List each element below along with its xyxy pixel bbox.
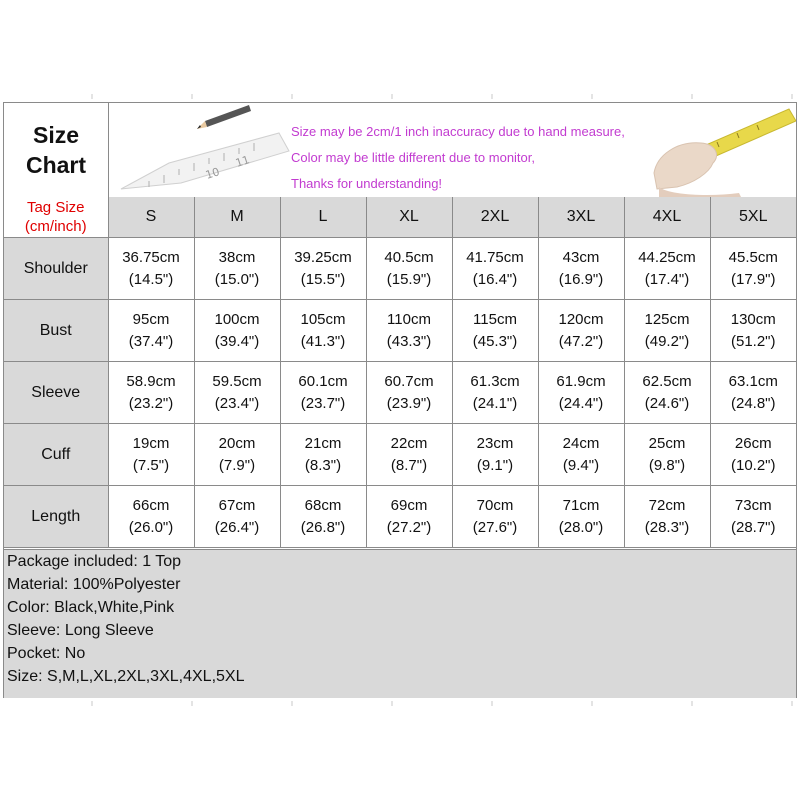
cell-cm: 38cm (218, 248, 256, 266)
cell-inch: (23.9") (386, 394, 432, 412)
cell-inch: (41.3") (300, 332, 346, 350)
table-cell (194, 300, 280, 362)
size-chart-sheet (3, 102, 797, 698)
table-cell (194, 486, 280, 548)
table-cell (710, 300, 796, 362)
cell-inch: (28.3") (644, 518, 690, 536)
cell-inch: (16.9") (558, 270, 604, 288)
notes (291, 119, 625, 197)
cell-cm: 63.1cm (728, 372, 778, 390)
note-thanks: Thanks for understanding! (291, 176, 443, 191)
cell-cm: 67cm (218, 496, 256, 514)
table-cell (624, 486, 710, 548)
table-cell (538, 486, 624, 548)
table-cell (538, 362, 624, 424)
row-label-sleeve: Sleeve (4, 362, 108, 424)
size-header-row (4, 197, 796, 238)
cell-cm: 115cm (473, 310, 517, 328)
cell-cm: 36.75cm (122, 248, 180, 266)
info-line: Color: Black,White,Pink (7, 599, 175, 616)
cell-inch: (27.6") (472, 518, 518, 536)
cell-inch: (9.4") (562, 456, 600, 474)
cell-cm: 60.7cm (384, 372, 434, 390)
cell-inch: (47.2") (558, 332, 604, 350)
table-cell (108, 238, 194, 300)
table-cell (710, 486, 796, 548)
cell-inch: (17.4") (644, 270, 690, 288)
cell-cm: 20cm (218, 434, 256, 452)
table-cell (194, 362, 280, 424)
cell-cm: 69cm (390, 496, 428, 514)
cell-inch: (9.1") (476, 456, 514, 474)
table-cell (366, 486, 452, 548)
cell-cm: 44.25cm (638, 248, 696, 266)
cell-inch: (7.9") (218, 456, 256, 474)
table-cell (538, 424, 624, 486)
cell-cm: 60.1cm (298, 372, 348, 390)
cell-cm: 73cm (734, 496, 772, 514)
cell-inch: (51.2") (730, 332, 776, 350)
tape-measure-hand-icon (654, 109, 796, 197)
table-cell (280, 424, 366, 486)
table-cell (452, 362, 538, 424)
size-header-s: S (108, 197, 194, 238)
info-line: Size: S,M,L,XL,2XL,3XL,4XL,5XL (7, 668, 245, 685)
table-row (4, 362, 796, 424)
cell-cm: 95cm (132, 310, 170, 328)
cell-inch: (15.5") (300, 270, 346, 288)
table-cell (452, 424, 538, 486)
cell-inch: (17.9") (730, 270, 776, 288)
cell-inch: (23.2") (128, 394, 174, 412)
table-row (4, 238, 796, 300)
cell-inch: (7.5") (132, 456, 170, 474)
table-cell (710, 362, 796, 424)
table-cell (624, 238, 710, 300)
cell-cm: 70cm (476, 496, 514, 514)
cell-cm: 39.25cm (294, 248, 352, 266)
table-row (4, 424, 796, 486)
size-header-4xl: 4XL (624, 197, 710, 238)
cell-inch: (26.0") (128, 518, 174, 536)
size-header-3xl: 3XL (538, 197, 624, 238)
cell-cm: 25cm (648, 434, 686, 452)
info-line: Pocket: No (7, 645, 86, 662)
cell-cm: 105cm (300, 310, 346, 328)
cell-inch: (16.4") (472, 270, 518, 288)
table-cell (710, 238, 796, 300)
row-label-shoulder: Shoulder (4, 238, 108, 300)
table-cell (108, 424, 194, 486)
cell-cm: 125cm (644, 310, 690, 328)
cell-cm: 26cm (734, 434, 772, 452)
table-cell (280, 486, 366, 548)
size-table (4, 197, 796, 548)
cell-cm: 19cm (132, 434, 170, 452)
ruler-number-11: 11 (233, 153, 252, 170)
row-label-bust: Bust (4, 300, 108, 362)
cell-inch: (45.3") (472, 332, 518, 350)
table-cell (366, 300, 452, 362)
table-cell (366, 424, 452, 486)
cell-inch: (43.3") (386, 332, 432, 350)
cell-cm: 130cm (730, 310, 776, 328)
cell-cm: 45.5cm (728, 248, 778, 266)
cell-cm: 41.75cm (466, 248, 524, 266)
size-header-xl: XL (366, 197, 452, 238)
cell-cm: 100cm (214, 310, 260, 328)
ruler-number-10: 10 (203, 165, 222, 182)
table-cell (280, 238, 366, 300)
chart-header (4, 103, 796, 198)
cell-inch: (15.9") (386, 270, 432, 288)
cell-cm: 68cm (304, 496, 342, 514)
info-line: Sleeve: Long Sleeve (7, 622, 154, 639)
cell-inch: (27.2") (386, 518, 432, 536)
size-header-m: M (194, 197, 280, 238)
table-cell (452, 486, 538, 548)
size-header-l: L (280, 197, 366, 238)
cell-cm: 120cm (558, 310, 604, 328)
title-cell (4, 103, 109, 197)
cell-inch: (24.6") (644, 394, 690, 412)
cell-inch: (37.4") (128, 332, 174, 350)
product-info (4, 549, 796, 698)
table-cell (710, 424, 796, 486)
cell-inch: (24.4") (558, 394, 604, 412)
note-color: Color may be little different due to monitor, (291, 150, 535, 165)
table-row (4, 486, 796, 548)
cell-cm: 21cm (304, 434, 342, 452)
table-cell (280, 300, 366, 362)
cell-cm: 62.5cm (642, 372, 692, 390)
tag-size-label: Tag Size (cm/inch) (4, 197, 108, 238)
table-cell (366, 238, 452, 300)
cell-cm: 72cm (648, 496, 686, 514)
table-cell (108, 362, 194, 424)
table-cell (108, 300, 194, 362)
table-cell (366, 362, 452, 424)
cell-cm: 59.5cm (212, 372, 262, 390)
chart-title: Size Chart (25, 122, 87, 178)
table-cell (452, 238, 538, 300)
info-line: Package included: 1 Top (7, 553, 182, 570)
pencil-icon (197, 105, 251, 129)
row-label-length: Length (4, 486, 108, 548)
table-cell (194, 238, 280, 300)
cell-inch: (23.4") (214, 394, 260, 412)
cell-inch: (23.7") (300, 394, 346, 412)
cell-inch: (28.7") (730, 518, 776, 536)
cell-cm: 61.3cm (470, 372, 520, 390)
cell-inch: (9.8") (648, 456, 686, 474)
cell-inch: (26.4") (214, 518, 260, 536)
cell-cm: 71cm (562, 496, 600, 514)
table-row (4, 300, 796, 362)
table-cell (194, 424, 280, 486)
size-header-5xl: 5XL (710, 197, 796, 238)
decorative-ticks-top (0, 94, 800, 102)
cell-inch: (10.2") (730, 456, 776, 474)
cell-inch: (24.8") (730, 394, 776, 412)
cell-cm: 66cm (132, 496, 170, 514)
cell-cm: 110cm (387, 310, 431, 328)
cell-inch: (14.5") (128, 270, 174, 288)
cell-cm: 24cm (562, 434, 600, 452)
table-cell (624, 300, 710, 362)
size-header-2xl: 2XL (452, 197, 538, 238)
cell-cm: 43cm (562, 248, 600, 266)
cell-cm: 23cm (476, 434, 514, 452)
table-cell (452, 300, 538, 362)
cell-cm: 40.5cm (384, 248, 434, 266)
cell-cm: 61.9cm (556, 372, 606, 390)
table-cell (538, 238, 624, 300)
cell-inch: (28.0") (558, 518, 604, 536)
cell-inch: (15.0") (214, 270, 260, 288)
row-label-cuff: Cuff (4, 424, 108, 486)
measurement-banner (109, 103, 796, 197)
table-cell (108, 486, 194, 548)
cell-inch: (8.3") (304, 456, 342, 474)
cell-cm: 58.9cm (126, 372, 176, 390)
note-inaccuracy: Size may be 2cm/1 inch inaccuracy due to hand measure, (291, 124, 625, 139)
decorative-ticks-bottom (0, 700, 800, 708)
table-cell (538, 300, 624, 362)
table-cell (624, 362, 710, 424)
cell-inch: (24.1") (472, 394, 518, 412)
table-cell (280, 362, 366, 424)
info-line: Material: 100%Polyester (7, 576, 181, 593)
cell-inch: (8.7") (390, 456, 428, 474)
cell-inch: (49.2") (644, 332, 690, 350)
table-cell (624, 424, 710, 486)
cell-inch: (39.4") (214, 332, 260, 350)
cell-cm: 22cm (390, 434, 428, 452)
cell-inch: (26.8") (300, 518, 346, 536)
